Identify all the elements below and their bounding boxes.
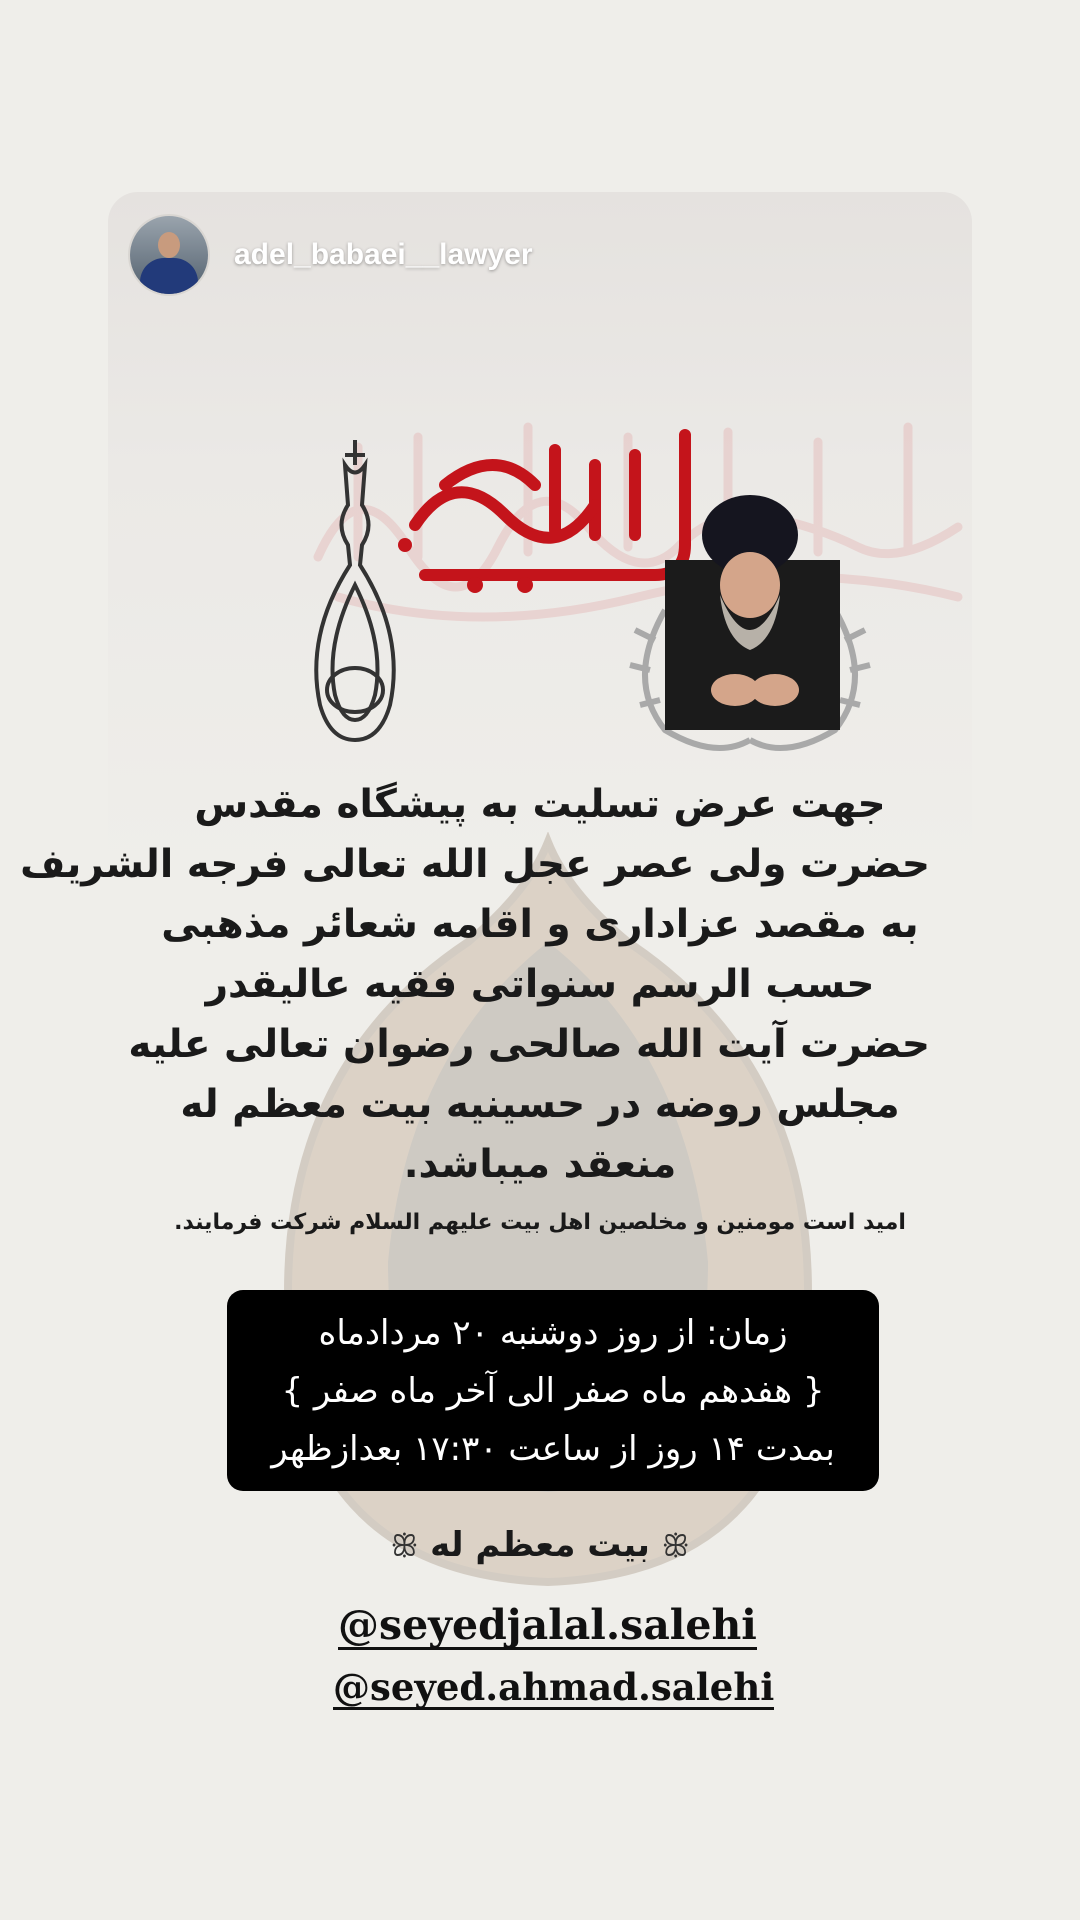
time-line: زمان: از روز دوشنبه ۲۰ مردادماه: [318, 1313, 788, 1353]
ornament-right-icon: ꕥ: [661, 1529, 690, 1564]
announcement-line: مجلس روضه در حسینیه بیت معظم له: [180, 1082, 900, 1127]
announcement-line: حضرت آیت الله صالحی رضوان تعالی علیه: [128, 1022, 930, 1067]
signature-text: بیت معظم له: [430, 1525, 650, 1565]
story-header[interactable]: [130, 215, 533, 295]
avatar-head: [158, 232, 180, 258]
invitation-text: امید است مومنین و مخلصین اهل بیت علیهم السلام شرکت فرمایند.: [174, 1210, 906, 1235]
announcement-line: جهت عرض تسلیت به پیشگاه مقدس: [194, 782, 886, 827]
cleric-portrait: [625, 490, 875, 760]
announcement-line: منعقد میباشد.: [403, 1142, 677, 1187]
mention-sticker[interactable]: @seyedjalal.salehi: [338, 1601, 757, 1649]
announcement-line: حضرت ولی عصر عجل الله تعالی فرجه الشریف: [20, 842, 930, 887]
time-line: بمدت ۱۴ روز از ساعت ۱۷:۳۰ بعدازظهر: [271, 1429, 835, 1469]
time-info-box: [227, 1290, 879, 1491]
avatar[interactable]: [130, 216, 208, 294]
announcement-line: به مقصد عزاداری و اقامه شعائر مذهبی: [161, 902, 919, 947]
username[interactable]: adel_babaei__lawyer: [234, 238, 533, 271]
avatar-torso: [140, 258, 198, 294]
ornament-left-icon: ꕥ: [390, 1529, 419, 1564]
ornamental-flask: [300, 435, 410, 745]
mention-sticker[interactable]: @seyed.ahmad.salehi: [333, 1665, 775, 1709]
time-line: { هفدهم ماه صفر الی آخر ماه صفر }: [281, 1371, 825, 1411]
announcement-line: حسب الرسم سنواتی فقیه عالیقدر: [205, 962, 875, 1007]
announcement-text: [20, 775, 930, 1195]
signature: [300, 1525, 780, 1565]
